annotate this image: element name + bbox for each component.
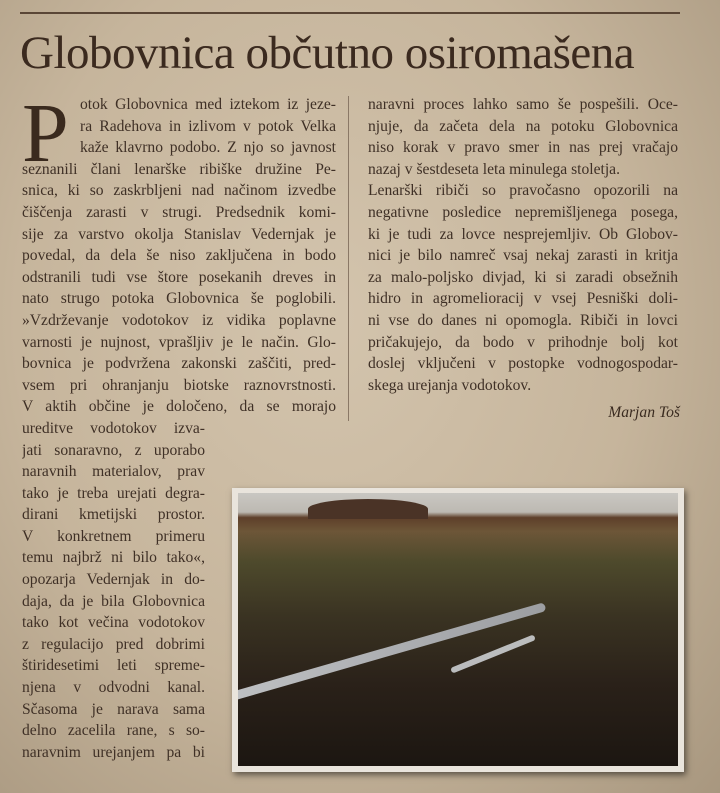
text-line: ki je tudi za lovce nesprejemljiv. Ob Globov- — [368, 225, 678, 243]
text-line: V aktih občine je določeno, da se morajo — [22, 398, 336, 416]
text-line: naravnih materialov, prav — [22, 463, 205, 481]
text-line: V konkretnem primeru — [22, 527, 205, 545]
drop-cap: P — [22, 87, 69, 180]
text-line: za malo-poljsko divjad, ki si zaradi obsežnih — [368, 268, 678, 286]
text-line: čiščenja zarasti v strugi. Predsednik komi- — [22, 203, 336, 221]
text-line: štiridesetimi leti spreme- — [22, 657, 205, 675]
text-line: delno zacelila rane, s so- — [22, 722, 205, 740]
text-line: odstranili tudi vse štore posekanih dreves in — [22, 268, 336, 286]
text-line: snica, ki so zaskrbljeni nad načinom izvedbe — [22, 182, 336, 200]
text-line: vsem pri ohranjanju biotske raznovrstnosti. — [22, 376, 336, 394]
text-line: »Vzdrževanje vodotokov iz vidika poplavne — [22, 311, 336, 329]
article-title: Globovnica občutno osiromašena — [20, 27, 635, 79]
author-byline: Marjan Toš — [608, 404, 680, 421]
text-line: nazaj v šestdeseta leta minulega stoletja. — [368, 160, 621, 178]
text-line: varnosti je nujnost, vprašljiv je le način. Glo- — [22, 333, 336, 351]
text-line: negativne posledice nepremišljenega posega, — [368, 203, 678, 221]
text-line: doslej vključeni v postopke vodnogospodar- — [368, 355, 678, 373]
text-line: naravnim urejanjem pa bi — [22, 743, 205, 761]
text-line: niso korak v pravo smer in nas prej vračajo — [368, 139, 678, 157]
text-line: opozarja Vedernjak in do- — [22, 571, 205, 589]
text-line: njuje, da začeta dela na potoku Globovnica — [368, 117, 678, 135]
text-line: naravni proces lahko samo še pospešili. Oce- — [368, 96, 678, 113]
text-line: bovnica je podvržena zakonski zaščiti, pred- — [22, 355, 336, 373]
text-line: otok Globovnica med iztekom iz jeze- — [80, 96, 336, 113]
text-line: povedal, da dela še niso zaključena in bodo — [22, 247, 336, 265]
right-column — [368, 94, 678, 396]
text-line: Lenarški ribiči so pravočasno opozorili na — [368, 182, 678, 200]
text-line: hidro in agromelioracij v vsej Pesniški doli- — [368, 290, 678, 308]
text-line: Sčasoma je narava sama — [22, 700, 205, 718]
text-line: tako kot večina vodotokov — [22, 614, 205, 632]
landscape-photo — [238, 493, 678, 766]
text-line: temu najbrž ni bilo tako«, — [22, 549, 205, 567]
text-line: seznanili člani lenarške ribiške družine Pe- — [22, 160, 336, 178]
text-line: ra Radehova in izlivom v potok Velka — [80, 117, 336, 135]
photo-stream-reflection — [450, 634, 536, 673]
text-line: njena v odvodni kanal. — [22, 679, 205, 697]
text-line: sije za varstvo okolja Stanislav Vedernjak je — [22, 225, 336, 243]
text-line: z regulacijo pred dobrimi — [22, 635, 205, 653]
text-line: daja, da je bila Globovnica — [22, 592, 205, 610]
text-line: tako je treba urejati degra- — [22, 484, 205, 502]
photo-treeline — [308, 499, 428, 519]
text-line: kaže klavrno podobo. Z njo so javnost — [80, 139, 336, 157]
text-line: ureditve vodotokov izva- — [22, 419, 205, 437]
text-line: dirani kmetijski prostor. — [22, 506, 205, 524]
text-line: skega urejanja vodotokov. — [368, 376, 532, 394]
text-line: pričakujejo, da bodo v prihodnje bolj kot — [368, 333, 678, 351]
top-rule — [20, 12, 680, 14]
text-line: nato strugo potoka Globovnica še poglobili. — [22, 290, 336, 308]
text-line: ni vse do danes ni opomogla. Ribiči in lovci — [368, 311, 678, 329]
column-divider — [348, 96, 349, 421]
text-line: nici je bilo namreč vsaj nekaj zarasti in kritja — [368, 247, 678, 265]
article-photo — [232, 488, 684, 772]
text-line: jati sonaravno, z uporabo — [22, 441, 205, 459]
